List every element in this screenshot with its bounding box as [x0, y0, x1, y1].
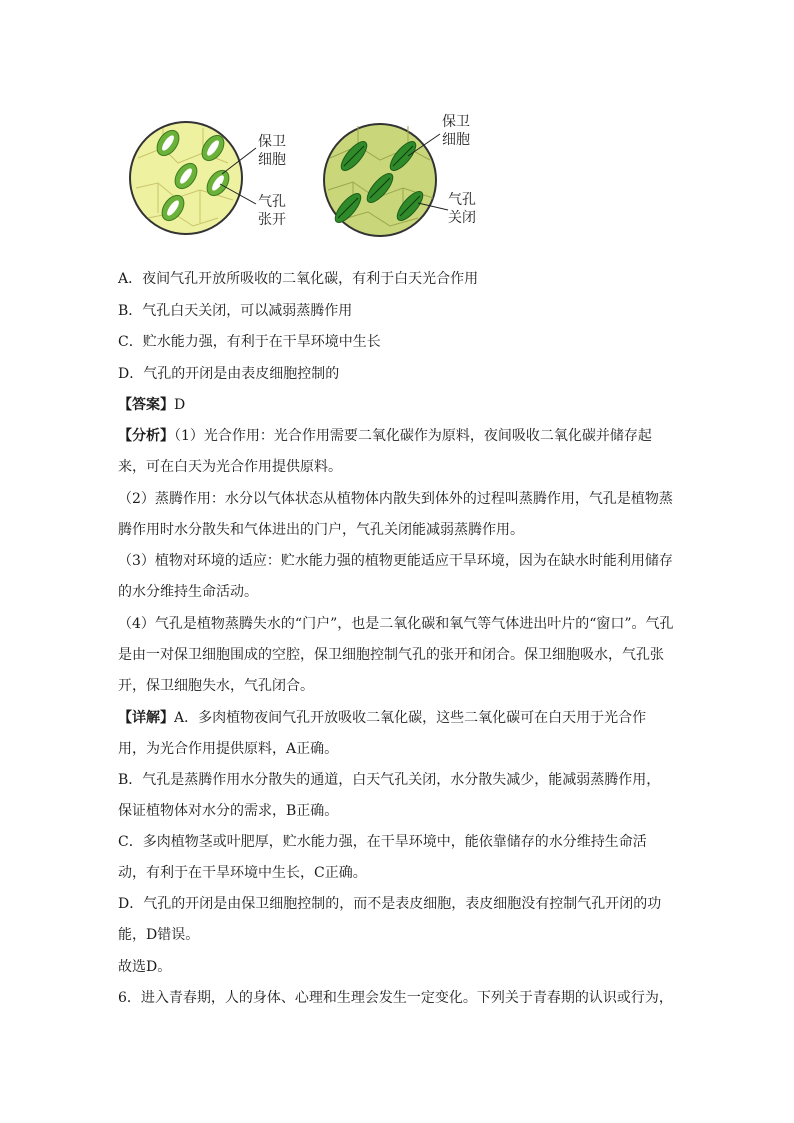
option-d: D．气孔的开闭是由表皮细胞控制的 — [118, 366, 340, 382]
right-label-guard-2: 细胞 — [442, 132, 470, 148]
open-stomata-circle — [130, 122, 286, 234]
stomata-figure — [118, 108, 518, 258]
detail-tag: 【详解】 — [118, 710, 174, 726]
answer-line — [118, 394, 185, 416]
analysis-line-8: 是由一对保卫细胞围成的空腔，保卫细胞控制气孔的张开和闭合。保卫细胞吸水，气孔张 — [118, 647, 664, 663]
left-label-guard-2: 细胞 — [258, 152, 286, 168]
detail-line-8: 能，D错误。 — [118, 927, 200, 943]
option-c: C．贮水能力强，有利于在干旱环境中生长 — [118, 334, 381, 350]
analysis-line-4: 腾作用时水分散失和气体进出的门户，气孔关闭能减弱蒸腾作用。 — [118, 522, 524, 538]
answer-value: D — [174, 397, 186, 413]
next-question-line: 6．进入青春期，人的身体、心理和生理会发生一定变化。下列关于青春期的认识或行为， — [118, 990, 673, 1006]
analysis-line-1 — [118, 425, 652, 447]
detail-line-4: 保证植物体对水分的需求，B正确。 — [118, 803, 339, 819]
conclusion-line: 故选D。 — [118, 959, 172, 975]
answer-tag: 【答案】 — [118, 397, 174, 413]
analysis-line-7: （4）气孔是植物蒸腾失水的“门户”，也是二氧化碳和氧气等气体进出叶片的“窗口”。气孔 — [118, 616, 674, 632]
stomata-diagram — [118, 108, 518, 258]
analysis-text-1: （1）光合作用：光合作用需要二氧化碳作为原料，夜间吸收二氧化碳并储存起 — [174, 428, 652, 444]
analysis-tag: 【分析】 — [118, 428, 174, 444]
right-label-stoma-1: 气孔 — [448, 192, 476, 208]
option-b: B．气孔白天关闭，可以减弱蒸腾作用 — [118, 303, 353, 319]
detail-line-7: D．气孔的开闭是由保卫细胞控制的，而不是表皮细胞，表皮细胞没有控制气孔开闭的功 — [118, 896, 662, 912]
analysis-line-9: 开，保卫细胞失水，气孔闭合。 — [118, 678, 314, 694]
left-label-stoma-2: 张开 — [258, 212, 286, 228]
left-label-guard-1: 保卫 — [258, 134, 286, 150]
closed-stomata-circle — [324, 114, 476, 236]
analysis-line-6: 的水分维持生命活动。 — [118, 584, 258, 600]
detail-line-3: B．气孔是蒸腾作用水分散失的通道，白天气孔关闭，水分散失减少，能减弱蒸腾作用， — [118, 772, 661, 788]
right-label-stoma-2: 关闭 — [448, 210, 476, 226]
detail-line-5: C．多肉植物茎或叶肥厚，贮水能力强，在干旱环境中，能依靠储存的水分维持生命活 — [118, 834, 647, 850]
detail-line-1 — [118, 707, 646, 729]
option-a: A．夜间气孔开放所吸收的二氧化碳，有利于白天光合作用 — [118, 271, 479, 287]
analysis-line-2: 来，可在白天为光合作用提供原料。 — [118, 459, 342, 475]
detail-line-6: 动，有利于在干旱环境中生长，C正确。 — [118, 865, 367, 881]
right-label-guard-1: 保卫 — [442, 114, 470, 130]
detail-text-1: A．多肉植物夜间气孔开放吸收二氧化碳，这些二氧化碳可在白天用于光合作 — [174, 710, 647, 726]
analysis-line-3: （2）蒸腾作用：水分以气体状态从植物体内散失到体外的过程叫蒸腾作用，气孔是植物蒸 — [118, 491, 673, 507]
left-label-stoma-1: 气孔 — [258, 194, 286, 210]
detail-line-2: 用，为光合作用提供原料，A正确。 — [118, 741, 339, 757]
analysis-line-5: （3）植物对环境的适应：贮水能力强的植物更能适应干旱环境，因为在缺水时能利用储存 — [118, 553, 673, 569]
